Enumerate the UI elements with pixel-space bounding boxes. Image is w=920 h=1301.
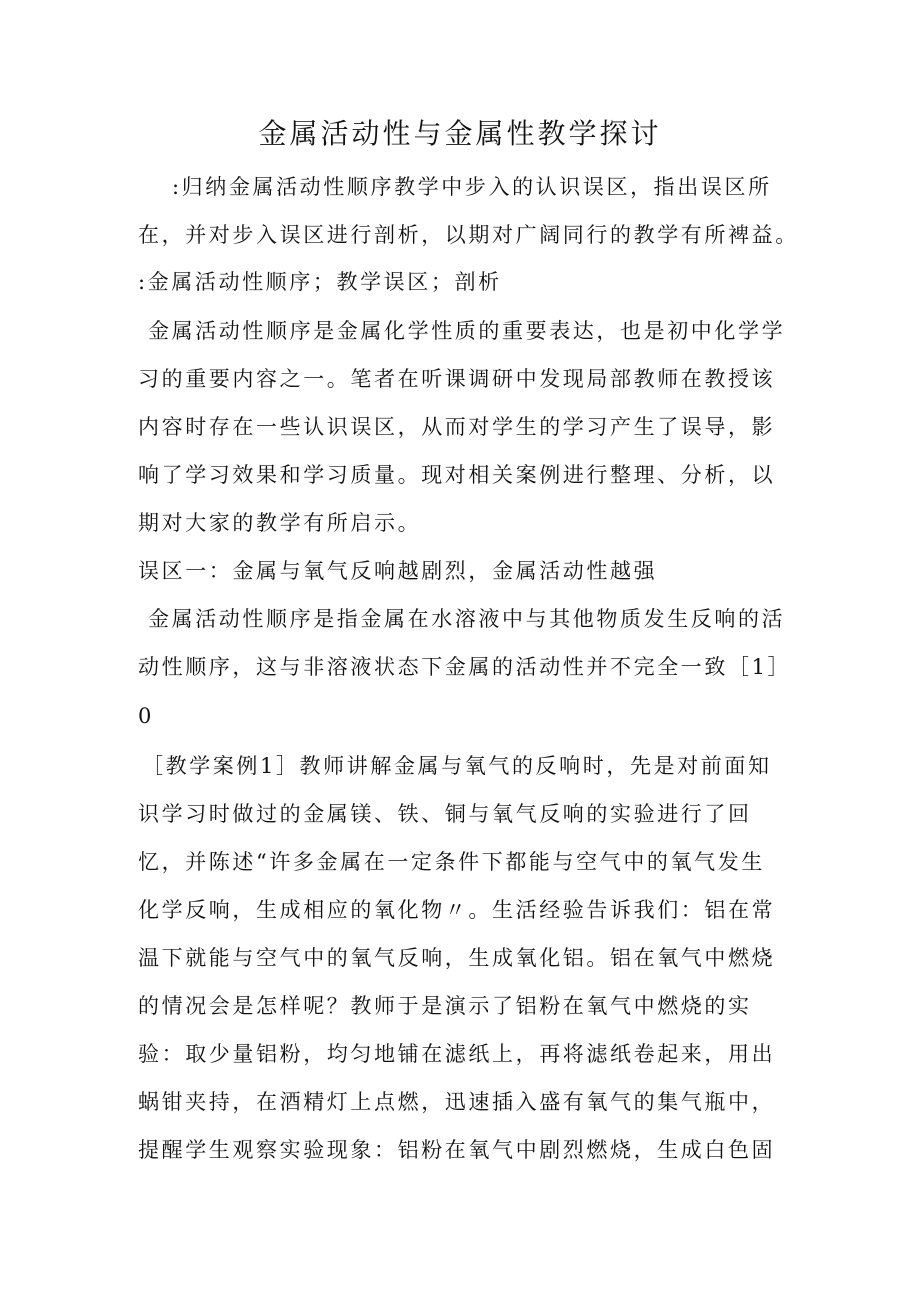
case-line: 蜗钳夹持，在酒精灯上点燃，迅速插入盛有氧气的集气瓶中，: [138, 1090, 776, 1114]
section-heading: 误区一：金属与氧气反响越剧烈，金属活动性越强: [138, 559, 658, 583]
section-line: 金属活动性顺序是指金属在水溶液中与其他物质发生反响的活: [148, 607, 786, 631]
intro-line: 响了学习效果和学习质量。现对相关案例进行整理、分析，以: [138, 463, 776, 487]
case-line: 的情况会是怎样呢？教师于是演示了铝粉在氧气中燃烧的实: [138, 994, 752, 1018]
case-line: 化学反响，生成相应的氧化物〃。生活经验告诉我们：铝在常: [138, 898, 776, 922]
case-line: 温下就能与空气中的氧气反响，生成氧化铝。铝在氧气中燃烧: [138, 946, 776, 970]
case-line: 验：取少量铝粉，均匀地铺在滤纸上，再将滤纸卷起来，用出: [138, 1042, 776, 1066]
intro-line: 金属活动性顺序是金属化学性质的重要表达，也是初中化学学: [148, 319, 786, 343]
intro-line: 期对大家的教学有所启示。: [138, 511, 422, 535]
document-title: 金属活动性与金属性教学探讨: [258, 117, 662, 150]
section-line: 0: [138, 704, 154, 728]
section-line: 动性顺序，这与非溶液状态下金属的活动性并不完全一致［1］: [138, 655, 792, 679]
intro-line: 习的重要内容之一。笔者在听课调研中发现局部教师在教授该: [138, 367, 776, 391]
case-line: 识学习时做过的金属镁、铁、铜与氧气反响的实验进行了回: [138, 802, 752, 826]
case-line: 忆，并陈述“许多金属在一定条件下都能与空气中的氧气发生: [138, 850, 765, 874]
intro-line: 内容时存在一些认识误区，从而对学生的学习产生了误导，影: [138, 415, 776, 439]
case-line: ［教学案例1］教师讲解金属与氧气的反响时，先是对前面知: [142, 754, 772, 778]
keywords: :金属活动性顺序；教学误区；剖析: [138, 270, 502, 294]
case-line: 提醒学生观察实验现象：铝粉在氧气中剧烈燃烧，生成白色固: [138, 1138, 776, 1162]
abstract-line: :归纳金属活动性顺序教学中步入的认识误区，指出误区所: [172, 175, 772, 199]
abstract-line: 在，并对步入误区进行剖析，以期对广阔同行的教学有所裨益。: [138, 223, 799, 247]
